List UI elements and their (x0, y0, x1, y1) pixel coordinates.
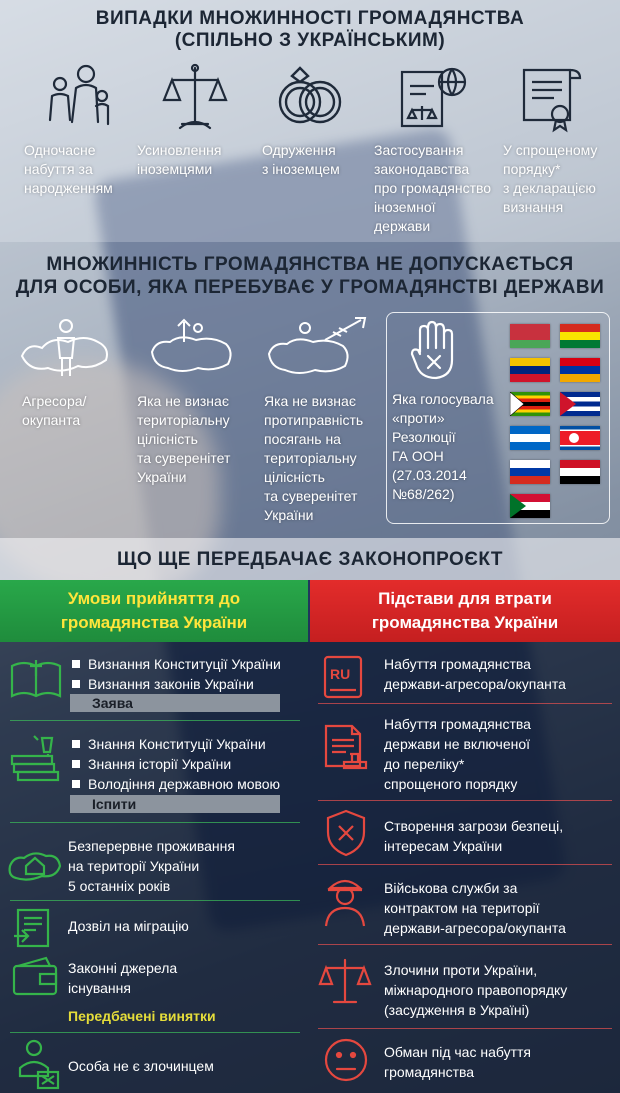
house-map-icon (6, 836, 64, 886)
recognition-list (70, 654, 281, 694)
constitution-book-icon (8, 656, 64, 702)
recognition-item: Визнання законів України (70, 674, 281, 694)
loss-not-listed-text: Набуття громадянства держави не включеної до переліку* спрощеного порядку (384, 716, 531, 792)
flag-north-korea (560, 426, 600, 450)
separator (318, 864, 612, 865)
un-vote-caption: Яка голосувала «проти» Резолюції ГА ООН (27.03.2014 №68/262) (392, 391, 494, 502)
scales-icon (318, 956, 372, 1006)
section1-title-line2: (СПІЛЬНО З УКРАЇНСЬКИМ) (174, 30, 446, 51)
section2-title-line2: ДЛЯ ОСОБИ, ЯКА ПЕРЕБУВАЄ У ГРОМАДЯНСТВІ ДЕРЖАВИ (15, 277, 605, 298)
recognition-item: Визнання Конституції України (70, 654, 281, 674)
flag-belarus (510, 324, 550, 348)
aggressor-map-icon (18, 312, 114, 384)
exams-tag: Іспити (70, 795, 280, 813)
residence-text: Безперервне проживання на території України 5 останніх років (68, 838, 235, 894)
case-foreign-law-caption: Застосування законодавства про громадянство іноземної держави (374, 142, 492, 234)
certificate-icon (514, 62, 588, 134)
aggressor-caption: Агресора/ окупанта (22, 393, 87, 428)
vote-hand-icon (406, 318, 462, 382)
loss-crimes-text: Злочини проти України, міжнародного правопорядку (засудження в Україні) (384, 962, 568, 1018)
case-adoption-caption: Усиновлення іноземцями (137, 142, 222, 177)
frown-face-icon (322, 1036, 370, 1084)
migration-text: Дозвіл на міграцію (68, 918, 189, 934)
justice-scales-icon (160, 62, 230, 134)
migration-permit-icon (10, 906, 60, 950)
knowledge-item: Володіння державною мовою (70, 774, 280, 794)
income-text: Законні джерела існування (68, 960, 178, 996)
application-tag: Заява (70, 694, 280, 712)
attack-caption: Яка не визнає протиправність посягань на територіальну цілісність та суверенітет України (264, 393, 364, 523)
flag-armenia (560, 358, 600, 382)
territory-caption: Яка не визнає територіальну цілісність та суверенітет України (137, 393, 231, 485)
loss-military-text: Військова служби за контрактом на території держави-агресора/окупанта (384, 880, 566, 936)
flag-syria (560, 460, 600, 484)
loss-fraud-text: Обман під час набуття громадянства (384, 1044, 531, 1080)
loss-threat-text: Створення загрози безпеці, інтересам України (384, 818, 564, 854)
books-exam-icon (8, 734, 64, 784)
wallet-icon (10, 956, 60, 1000)
stamped-document-icon (320, 722, 370, 778)
loss-grounds-header: Підстави для втрати громадянства України (310, 580, 620, 642)
soldier-icon (320, 872, 370, 928)
law-globe-icon (396, 62, 470, 132)
section1-title-line1: ВИПАДКИ МНОЖИННОСТІ ГРОМАДЯНСТВА (95, 8, 525, 29)
knowledge-list (70, 734, 280, 794)
section2-title-line1: МНОЖИННІСТЬ ГРОМАДЯНСТВА НЕ ДОПУСКАЄТЬСЯ (46, 254, 574, 275)
exceptions-note: Передбачені винятки (68, 1008, 216, 1024)
family-icon (36, 62, 116, 132)
flag-venezuela (510, 358, 550, 382)
flag-sudan (510, 494, 550, 518)
flag-bolivia (560, 324, 600, 348)
person-no-crime-icon (12, 1038, 62, 1090)
separator (318, 1028, 612, 1029)
wedding-rings-icon (272, 62, 348, 132)
separator (318, 800, 612, 801)
knowledge-item: Знання Конституції України (70, 734, 280, 754)
criminal-text: Особа не є злочинцем (68, 1058, 214, 1074)
threat-shield-icon (324, 808, 368, 858)
acceptance-conditions-header: Умови прийняття до громадянства України (0, 580, 308, 642)
attack-map-icon (265, 312, 375, 384)
separator (10, 822, 300, 823)
ru-passport-label: RU (330, 666, 351, 682)
flag-russia (510, 460, 550, 484)
section3-title: ЩО ЩЕ ПЕРЕДБАЧАЄ ЗАКОНОПРОЄКТ (116, 549, 504, 570)
flag-nicaragua (510, 426, 550, 450)
separator (318, 703, 612, 704)
separator (10, 900, 300, 901)
separator (10, 1032, 300, 1033)
case-birth-caption: Одночасне набуття за народженням (24, 142, 113, 196)
flag-cuba (560, 392, 600, 416)
flag-zimbabwe (510, 392, 550, 416)
knowledge-item: Знання історії України (70, 754, 280, 774)
separator (10, 720, 300, 721)
case-marriage-caption: Одруження з іноземцем (262, 142, 340, 177)
loss-aggressor-text: Набуття громадянства держави-агресора/окупанта (384, 656, 566, 692)
separator (318, 944, 612, 945)
territory-map-icon (148, 312, 236, 384)
case-simplified-caption: У спрощеному порядку* з декларацією визнання (503, 142, 598, 215)
